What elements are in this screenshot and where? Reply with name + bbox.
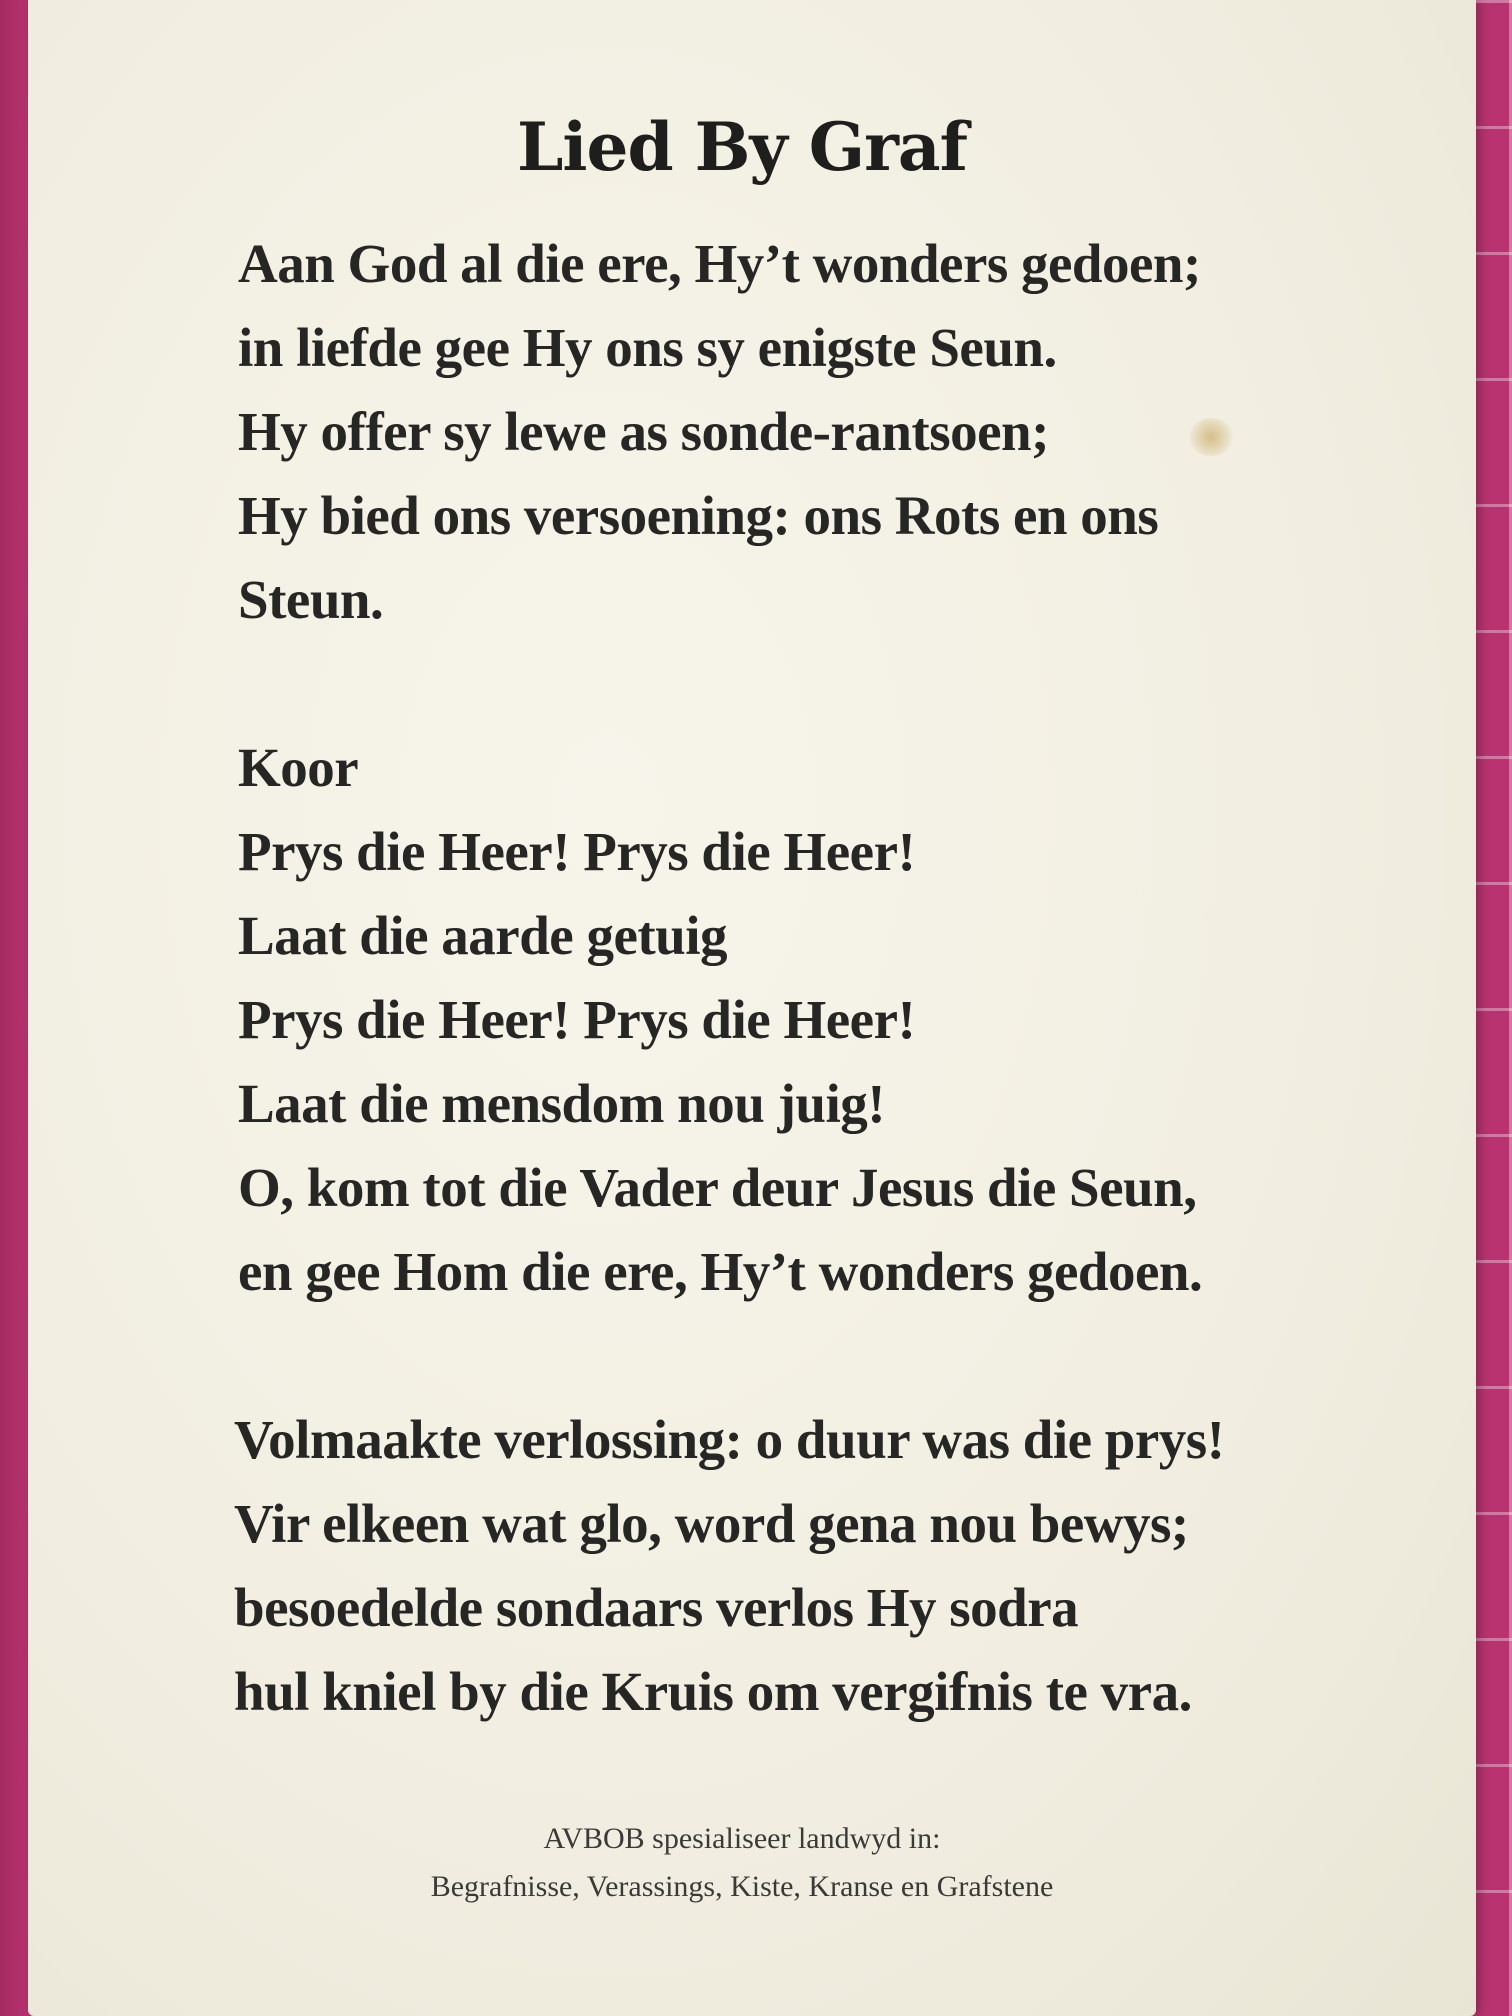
stanza-verse-2 (234, 1398, 1418, 1734)
lyric-line: Prys die Heer! Prys die Heer! (238, 821, 916, 882)
stanza-chorus (238, 726, 1418, 1314)
background-mat-edge (0, 0, 30, 2016)
lyric-line: hul kniel by die Kruis om vergifnis te vra. (234, 1661, 1192, 1722)
lyric-line: Laat die aarde getuig (238, 905, 728, 966)
lyric-line: Prys die Heer! Prys die Heer! (238, 989, 916, 1050)
lyrics-body (234, 222, 1418, 1734)
lyric-line: Volmaakte verlossing: o duur was die prys! (234, 1409, 1225, 1470)
lyric-line: Vir elkeen wat glo, word gena nou bewys; (234, 1493, 1189, 1554)
lyric-line: Steun. (238, 569, 384, 630)
lyric-line: besoedelde sondaars verlos Hy sodra (234, 1577, 1079, 1638)
lyric-line: in liefde gee Hy ons sy enigste Seun. (238, 317, 1057, 378)
lyric-line: Aan God al die ere, Hy’t wonders gedoen; (238, 233, 1201, 294)
lyric-line: en gee Hom die ere, Hy’t wonders gedoen. (238, 1241, 1203, 1302)
lyric-line: Hy offer sy lewe as sonde-rantsoen; (238, 401, 1049, 462)
lyric-line: O, kom tot die Vader deur Jesus die Seun, (238, 1157, 1197, 1218)
footer-note (0, 1815, 1484, 1911)
lyric-line: Hy bied ons versoening: ons Rots en ons (238, 485, 1159, 546)
page-title: Lied By Graf (517, 108, 967, 186)
lyric-line: Laat die mensdom nou juig! (238, 1073, 886, 1134)
chorus-heading: Koor (238, 737, 359, 798)
footer-line-1: AVBOB spesialiseer landwyd in: (543, 1822, 941, 1855)
footer-line-2: Begrafnisse, Verassings, Kiste, Kranse en Grafstene (430, 1870, 1054, 1903)
stanza-verse-1 (238, 222, 1418, 642)
